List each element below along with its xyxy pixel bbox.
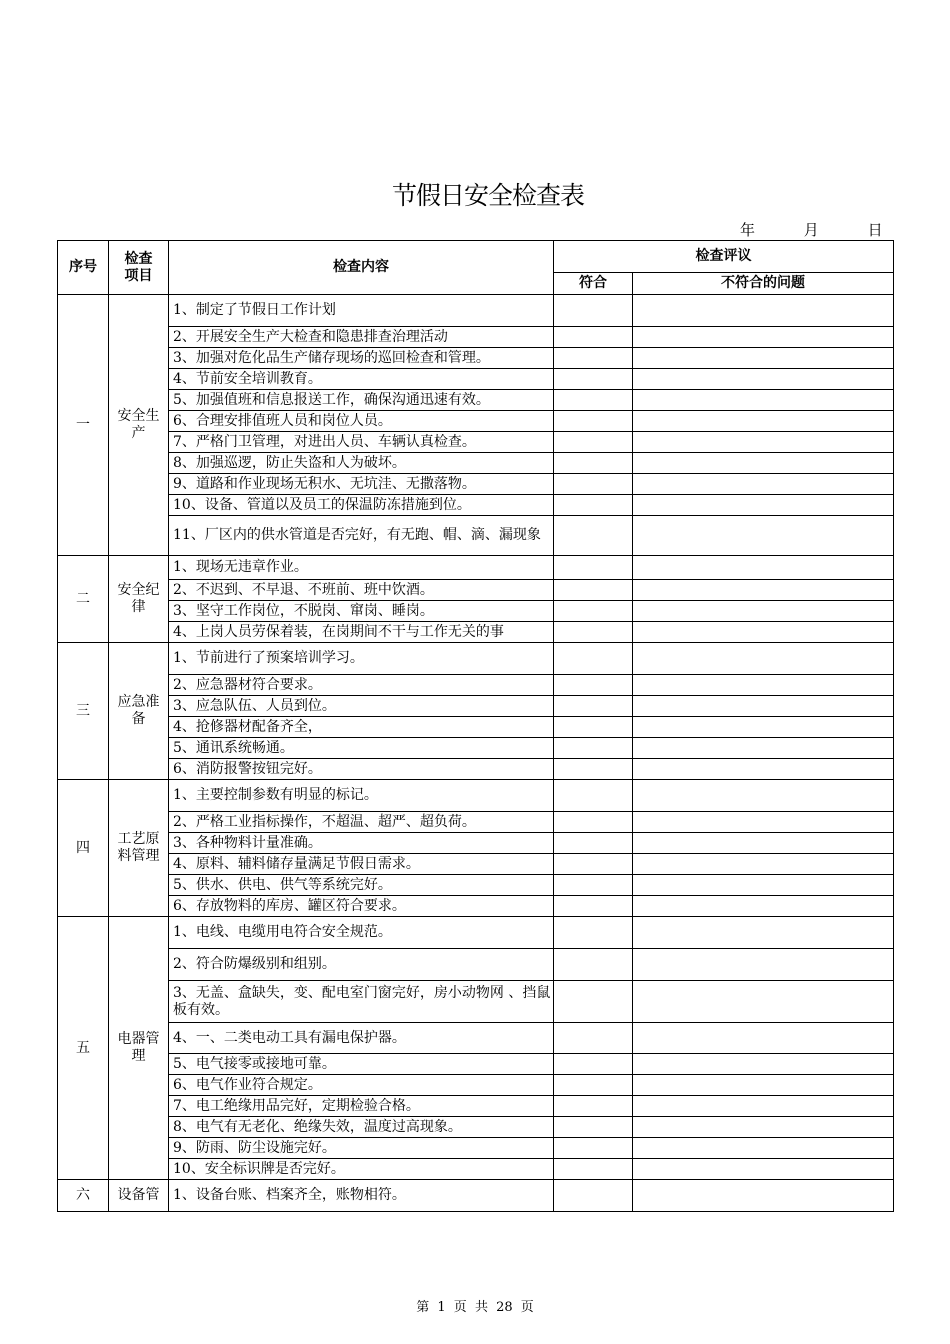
conform-cell[interactable] <box>554 875 633 896</box>
nonconform-issue-cell[interactable] <box>633 432 894 453</box>
date-day: 日 <box>867 221 883 239</box>
conform-cell[interactable] <box>554 1159 633 1180</box>
check-content: 7、电工绝缘用品完好，定期检验合格。 <box>169 1096 554 1117</box>
nonconform-issue-cell[interactable] <box>633 1180 894 1212</box>
check-content: 10、设备、管道以及员工的保温防冻措施到位。 <box>169 495 554 516</box>
document-title: 节假日安全检查表 <box>391 181 584 210</box>
date-year: 年 <box>740 221 756 239</box>
check-content: 9、防雨、防尘设施完好。 <box>169 1138 554 1159</box>
conform-cell[interactable] <box>554 295 633 327</box>
nonconform-issue-cell[interactable] <box>633 348 894 369</box>
check-content: 5、电气接零或接地可靠。 <box>169 1054 554 1075</box>
table-row <box>58 327 894 348</box>
check-content: 4、一、二类电动工具有漏电保护器。 <box>169 1023 554 1054</box>
check-content: 2、不迟到、不早退、不班前、班中饮酒。 <box>169 580 554 601</box>
check-content: 1、电线、电缆用电符合安全规范。 <box>169 917 554 949</box>
check-content: 11、厂区内的供水管道是否完好，有无跑、帽、滴、漏现象 <box>169 516 554 556</box>
check-content: 3、应急队伍、人员到位。 <box>169 696 554 717</box>
conform-cell[interactable] <box>554 474 633 495</box>
table-row <box>58 675 894 696</box>
conform-cell[interactable] <box>554 601 633 622</box>
conform-cell[interactable] <box>554 917 633 949</box>
table-row <box>58 854 894 875</box>
nonconform-issue-cell[interactable] <box>633 780 894 812</box>
section-number: 一 <box>58 295 109 556</box>
table-row <box>58 453 894 474</box>
conform-cell[interactable] <box>554 1054 633 1075</box>
table-row <box>58 1117 894 1138</box>
nonconform-issue-cell[interactable] <box>633 495 894 516</box>
section-name: 应急准备 <box>109 643 169 780</box>
table-row <box>58 981 894 1023</box>
table-row <box>58 348 894 369</box>
table-row <box>58 495 894 516</box>
conform-cell[interactable] <box>554 1023 633 1054</box>
section-name: 工艺原料管理 <box>109 780 169 917</box>
check-content: 1、主要控制参数有明显的标记。 <box>169 780 554 812</box>
header-nonconform: 不符合的问题 <box>633 273 894 295</box>
nonconform-issue-cell[interactable] <box>633 812 894 833</box>
nonconform-issue-cell[interactable] <box>633 854 894 875</box>
check-content: 2、应急器材符合要求。 <box>169 675 554 696</box>
check-content: 6、电气作业符合规定。 <box>169 1075 554 1096</box>
nonconform-issue-cell[interactable] <box>633 696 894 717</box>
conform-cell[interactable] <box>554 1180 633 1212</box>
table-row <box>58 812 894 833</box>
nonconform-issue-cell[interactable] <box>633 896 894 917</box>
conform-cell[interactable] <box>554 643 633 675</box>
nonconform-issue-cell[interactable] <box>633 474 894 495</box>
conform-cell[interactable] <box>554 854 633 875</box>
check-content: 5、加强值班和信息报送工作，确保沟通迅速有效。 <box>169 390 554 411</box>
header-conform: 符合 <box>554 273 633 295</box>
check-content: 8、加强巡逻，防止失盗和人为破坏。 <box>169 453 554 474</box>
nonconform-issue-cell[interactable] <box>633 1159 894 1180</box>
table-row <box>58 474 894 495</box>
check-content: 3、加强对危化品生产储存现场的巡回检查和管理。 <box>169 348 554 369</box>
footer-page-number: 1 <box>437 1300 446 1315</box>
nonconform-issue-cell[interactable] <box>633 622 894 643</box>
conform-cell[interactable] <box>554 622 633 643</box>
footer-total-unit: 页 <box>520 1300 534 1315</box>
nonconform-issue-cell[interactable] <box>633 453 894 474</box>
nonconform-issue-cell[interactable] <box>633 1054 894 1075</box>
conform-cell[interactable] <box>554 1117 633 1138</box>
check-content: 5、通讯系统畅通。 <box>169 738 554 759</box>
table-row <box>58 1138 894 1159</box>
conform-cell[interactable] <box>554 495 633 516</box>
check-content: 3、坚守工作岗位，不脱岗、窜岗、睡岗。 <box>169 601 554 622</box>
check-content: 7、严格门卫管理，对进出人员、车辆认真检查。 <box>169 432 554 453</box>
nonconform-issue-cell[interactable] <box>633 327 894 348</box>
conform-cell[interactable] <box>554 556 633 580</box>
check-content: 2、严格工业指标操作，不超温、超严、超负荷。 <box>169 812 554 833</box>
conform-cell[interactable] <box>554 348 633 369</box>
section-name: 电器管理 <box>109 917 169 1180</box>
nonconform-issue-cell[interactable] <box>633 981 894 1023</box>
footer-total-number: 28 <box>496 1300 513 1315</box>
nonconform-issue-cell[interactable] <box>633 949 894 981</box>
footer-total-word: 共 <box>474 1300 488 1315</box>
check-content: 1、现场无违章作业。 <box>169 556 554 580</box>
table-row <box>58 696 894 717</box>
inspection-table <box>57 240 894 1212</box>
table-row <box>58 1096 894 1117</box>
check-content: 3、各种物料计量准确。 <box>169 833 554 854</box>
check-content: 4、抢修器材配备齐全， <box>169 717 554 738</box>
conform-cell[interactable] <box>554 949 633 981</box>
section-number: 四 <box>58 780 109 917</box>
check-content: 1、节前进行了预案培训学习。 <box>169 643 554 675</box>
check-content: 2、符合防爆级别和组别。 <box>169 949 554 981</box>
section-name: 安全生产 <box>109 295 169 556</box>
section-number: 二 <box>58 556 109 643</box>
nonconform-issue-cell[interactable] <box>633 369 894 390</box>
nonconform-issue-cell[interactable] <box>633 643 894 675</box>
conform-cell[interactable] <box>554 896 633 917</box>
check-content: 4、上岗人员劳保着装，在岗期间不干与工作无关的事 <box>169 622 554 643</box>
section-number: 六 <box>58 1180 109 1212</box>
nonconform-issue-cell[interactable] <box>633 738 894 759</box>
table-row <box>58 949 894 981</box>
table-row <box>58 780 894 812</box>
check-content: 4、节前安全培训教育。 <box>169 369 554 390</box>
page-footer <box>0 1296 950 1315</box>
check-content: 3、无盖、盒缺失，变、配电室门窗完好，房小动物网 、挡鼠板有效。 <box>169 981 554 1023</box>
nonconform-issue-cell[interactable] <box>633 675 894 696</box>
conform-cell[interactable] <box>554 738 633 759</box>
nonconform-issue-cell[interactable] <box>633 717 894 738</box>
table-row <box>58 717 894 738</box>
conform-cell[interactable] <box>554 780 633 812</box>
table-row <box>58 1159 894 1180</box>
conform-cell[interactable] <box>554 516 633 556</box>
table-row <box>58 643 894 675</box>
check-content: 4、原料、辅料储存量满足节假日需求。 <box>169 854 554 875</box>
footer-page-word: 第 <box>416 1300 430 1315</box>
nonconform-issue-cell[interactable] <box>633 390 894 411</box>
table-row <box>58 432 894 453</box>
conform-cell[interactable] <box>554 717 633 738</box>
nonconform-issue-cell[interactable] <box>633 1096 894 1117</box>
check-content: 8、电气有无老化、绝缘失效，温度过高现象。 <box>169 1117 554 1138</box>
table-row <box>58 833 894 854</box>
header-content: 检查内容 <box>169 241 554 295</box>
table-row <box>58 390 894 411</box>
conform-cell[interactable] <box>554 369 633 390</box>
table-row <box>58 1023 894 1054</box>
footer-page-unit: 页 <box>453 1300 467 1315</box>
nonconform-issue-cell[interactable] <box>633 1023 894 1054</box>
conform-cell[interactable] <box>554 432 633 453</box>
table-row <box>58 295 894 327</box>
nonconform-issue-cell[interactable] <box>633 516 894 556</box>
conform-cell[interactable] <box>554 675 633 696</box>
nonconform-issue-cell[interactable] <box>633 875 894 896</box>
table-row <box>58 580 894 601</box>
table-body <box>58 295 894 1212</box>
table-row <box>58 917 894 949</box>
nonconform-issue-cell[interactable] <box>633 1075 894 1096</box>
header-item: 检查项目 <box>109 241 169 295</box>
conform-cell[interactable] <box>554 580 633 601</box>
table-row <box>58 1054 894 1075</box>
conform-cell[interactable] <box>554 411 633 432</box>
check-content: 10、安全标识牌是否完好。 <box>169 1159 554 1180</box>
table-row <box>58 759 894 780</box>
table-row <box>58 875 894 896</box>
nonconform-issue-cell[interactable] <box>633 601 894 622</box>
date-month: 月 <box>803 221 819 239</box>
conform-cell[interactable] <box>554 833 633 854</box>
conform-cell[interactable] <box>554 981 633 1023</box>
check-content: 1、设备台账、档案齐全，账物相符。 <box>169 1180 554 1212</box>
section-number: 三 <box>58 643 109 780</box>
nonconform-issue-cell[interactable] <box>633 411 894 432</box>
table-row <box>58 516 894 556</box>
check-content: 6、存放物料的库房、罐区符合要求。 <box>169 896 554 917</box>
nonconform-issue-cell[interactable] <box>633 1138 894 1159</box>
conform-cell[interactable] <box>554 759 633 780</box>
table-row <box>58 1180 894 1212</box>
nonconform-issue-cell[interactable] <box>633 759 894 780</box>
nonconform-issue-cell[interactable] <box>633 295 894 327</box>
table-row <box>58 896 894 917</box>
table-row <box>58 738 894 759</box>
check-content: 6、消防报警按钮完好。 <box>169 759 554 780</box>
conform-cell[interactable] <box>554 390 633 411</box>
table-row <box>58 369 894 390</box>
nonconform-issue-cell[interactable] <box>633 833 894 854</box>
section-name: 安全纪律 <box>109 556 169 643</box>
nonconform-issue-cell[interactable] <box>633 556 894 580</box>
check-content: 9、道路和作业现场无积水、无坑洼、无撒落物。 <box>169 474 554 495</box>
table-row <box>58 411 894 432</box>
table-row <box>58 622 894 643</box>
table-row <box>58 1075 894 1096</box>
conform-cell[interactable] <box>554 1096 633 1117</box>
conform-cell[interactable] <box>554 1138 633 1159</box>
nonconform-issue-cell[interactable] <box>633 917 894 949</box>
section-name: 设备管 <box>109 1180 169 1212</box>
conform-cell[interactable] <box>554 327 633 348</box>
table-row <box>58 556 894 580</box>
section-number: 五 <box>58 917 109 1180</box>
nonconform-issue-cell[interactable] <box>633 580 894 601</box>
conform-cell[interactable] <box>554 812 633 833</box>
check-content: 6、合理安排值班人员和岗位人员。 <box>169 411 554 432</box>
conform-cell[interactable] <box>554 453 633 474</box>
table-row <box>58 601 894 622</box>
check-content: 5、供水、供电、供气等系统完好。 <box>169 875 554 896</box>
conform-cell[interactable] <box>554 1075 633 1096</box>
date-line <box>740 219 883 240</box>
conform-cell[interactable] <box>554 696 633 717</box>
check-content: 1、制定了节假日工作计划 <box>169 295 554 327</box>
nonconform-issue-cell[interactable] <box>633 1117 894 1138</box>
check-content: 2、开展安全生产大检查和隐患排查治理活动 <box>169 327 554 348</box>
header-seq: 序号 <box>58 241 109 295</box>
header-evaluation: 检查评议 <box>554 241 894 273</box>
